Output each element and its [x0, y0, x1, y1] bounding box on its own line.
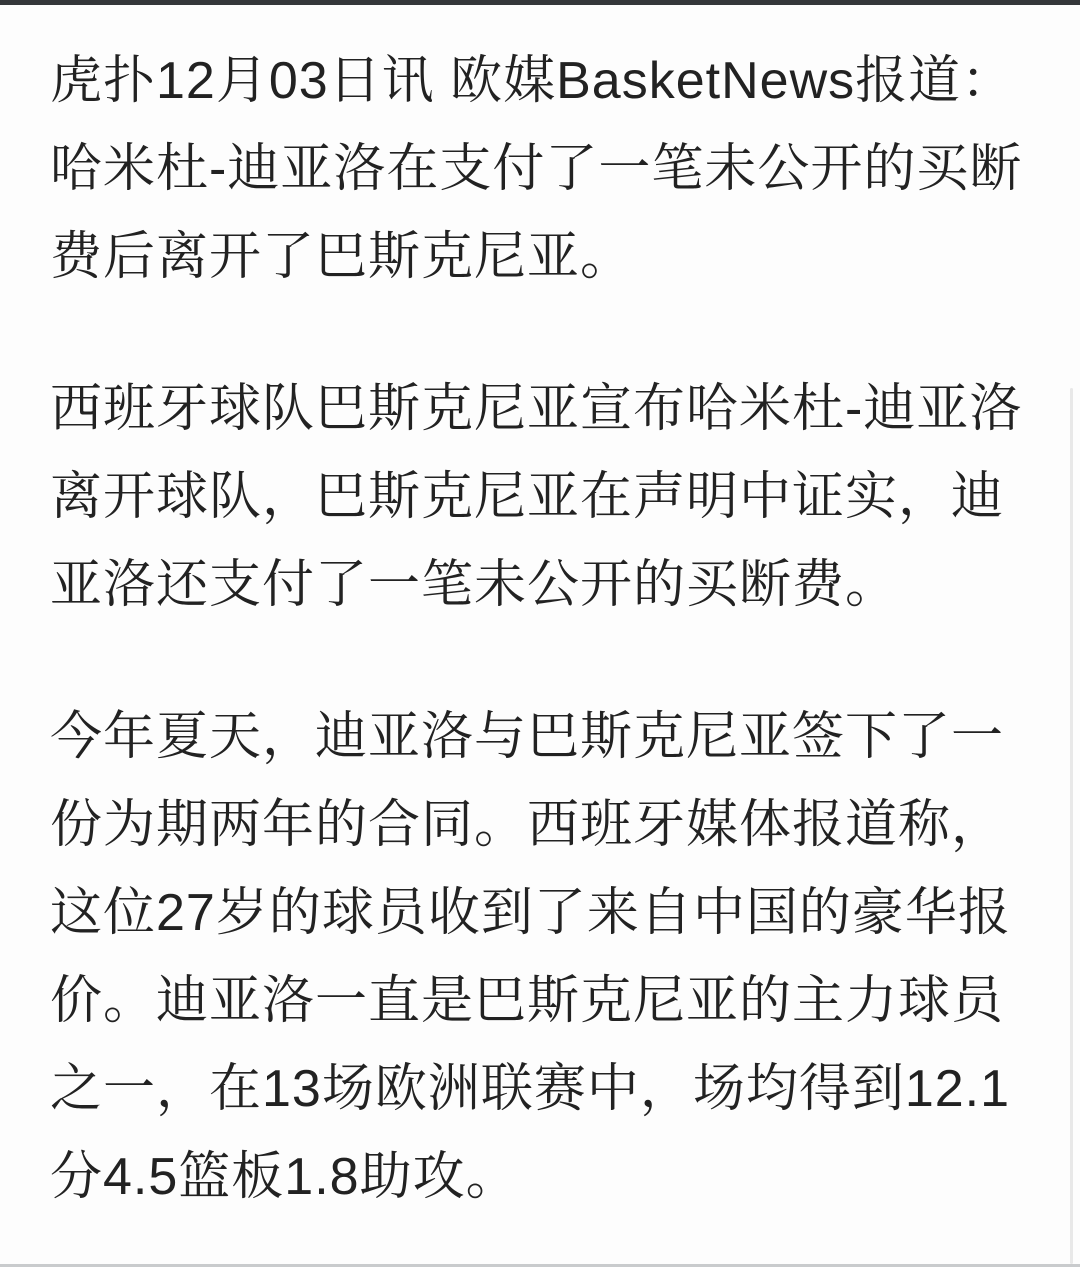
article-line: 虎扑12月03日讯 欧媒BasketNews报道： [50, 52, 1015, 110]
article-line: 份为期两年的合同。西班牙媒体报道称， [50, 796, 1005, 854]
article-line: 这位27岁的球员收到了来自中国的豪华报 [50, 884, 1011, 942]
article-line: 西班牙球队巴斯克尼亚宣布哈米杜-迪亚洛 [50, 380, 1023, 438]
article-paragraph-3 [50, 693, 1034, 1221]
article-line: 价。迪亚洛一直是巴斯克尼亚的主力球员 [50, 972, 1005, 1030]
top-edge-bar [0, 0, 1080, 5]
article-line: 哈米杜-迪亚洛在支付了一笔未公开的买断 [50, 140, 1023, 198]
article-line: 之一，在13场欧洲联赛中，场均得到12.1 [50, 1060, 1011, 1118]
article-body [50, 37, 1034, 1221]
article-line: 分4.5篮板1.8助攻。 [50, 1148, 519, 1206]
scrollbar-thumb[interactable] [1070, 388, 1073, 1264]
article-paragraph-1 [50, 37, 1034, 301]
article-line: 亚洛还支付了一笔未公开的买断费。 [50, 556, 899, 614]
article-line: 费后离开了巴斯克尼亚。 [50, 228, 634, 286]
article-line: 今年夏天，迪亚洛与巴斯克尼亚签下了一 [50, 708, 1005, 766]
article-paragraph-2 [50, 365, 1034, 629]
article-line: 离开球队，巴斯克尼亚在声明中证实，迪 [50, 468, 1005, 526]
